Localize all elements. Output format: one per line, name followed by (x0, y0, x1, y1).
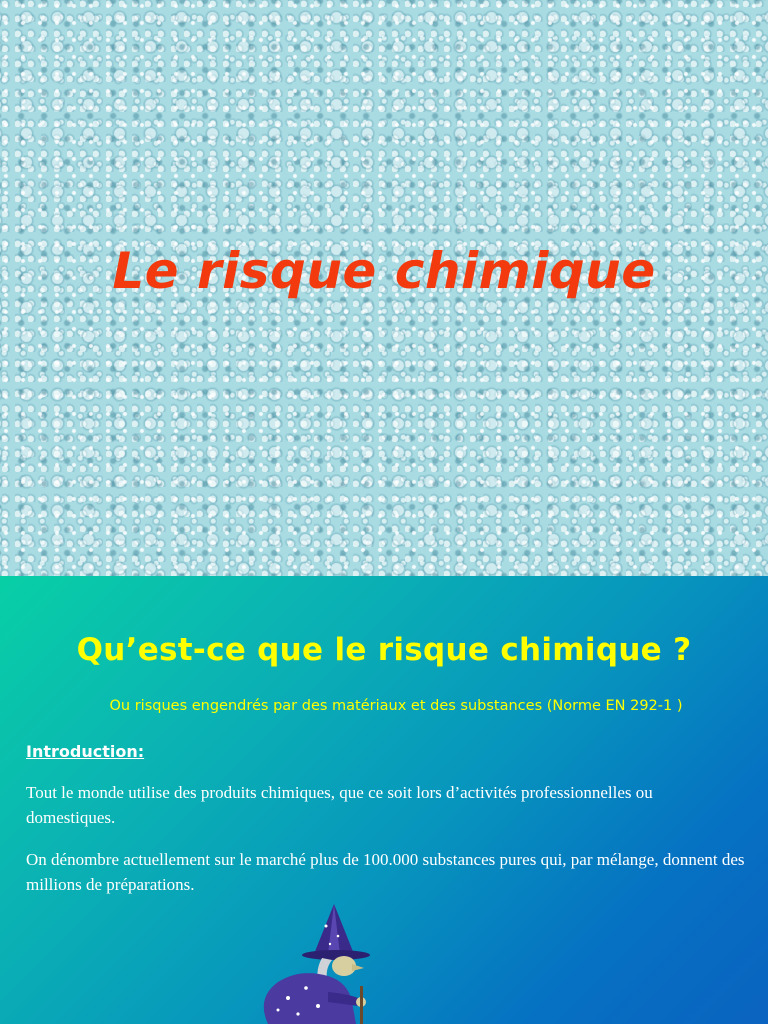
paragraph-substances: On dénombre actuellement sur le marché plus de 100.000 substances pures qui, par mélange, donnent des millions de préparations. (26, 850, 745, 894)
paragraph-usage: Tout le monde utilise des produits chimiques, que ce soit lors d’activités professionnelles ou domestiques. (26, 783, 653, 827)
introduction-heading: Introduction: (26, 742, 145, 761)
witch-figure-icon (248, 902, 378, 1024)
slide-introduction (0, 576, 768, 1024)
main-title: Le risque chimique (112, 242, 656, 300)
question-heading: Qu’est-ce que le risque chimique ? (76, 632, 692, 668)
subtitle: Ou risques engendrés par des matériaux et des substances (Norme EN 292-1 ) (109, 698, 683, 714)
